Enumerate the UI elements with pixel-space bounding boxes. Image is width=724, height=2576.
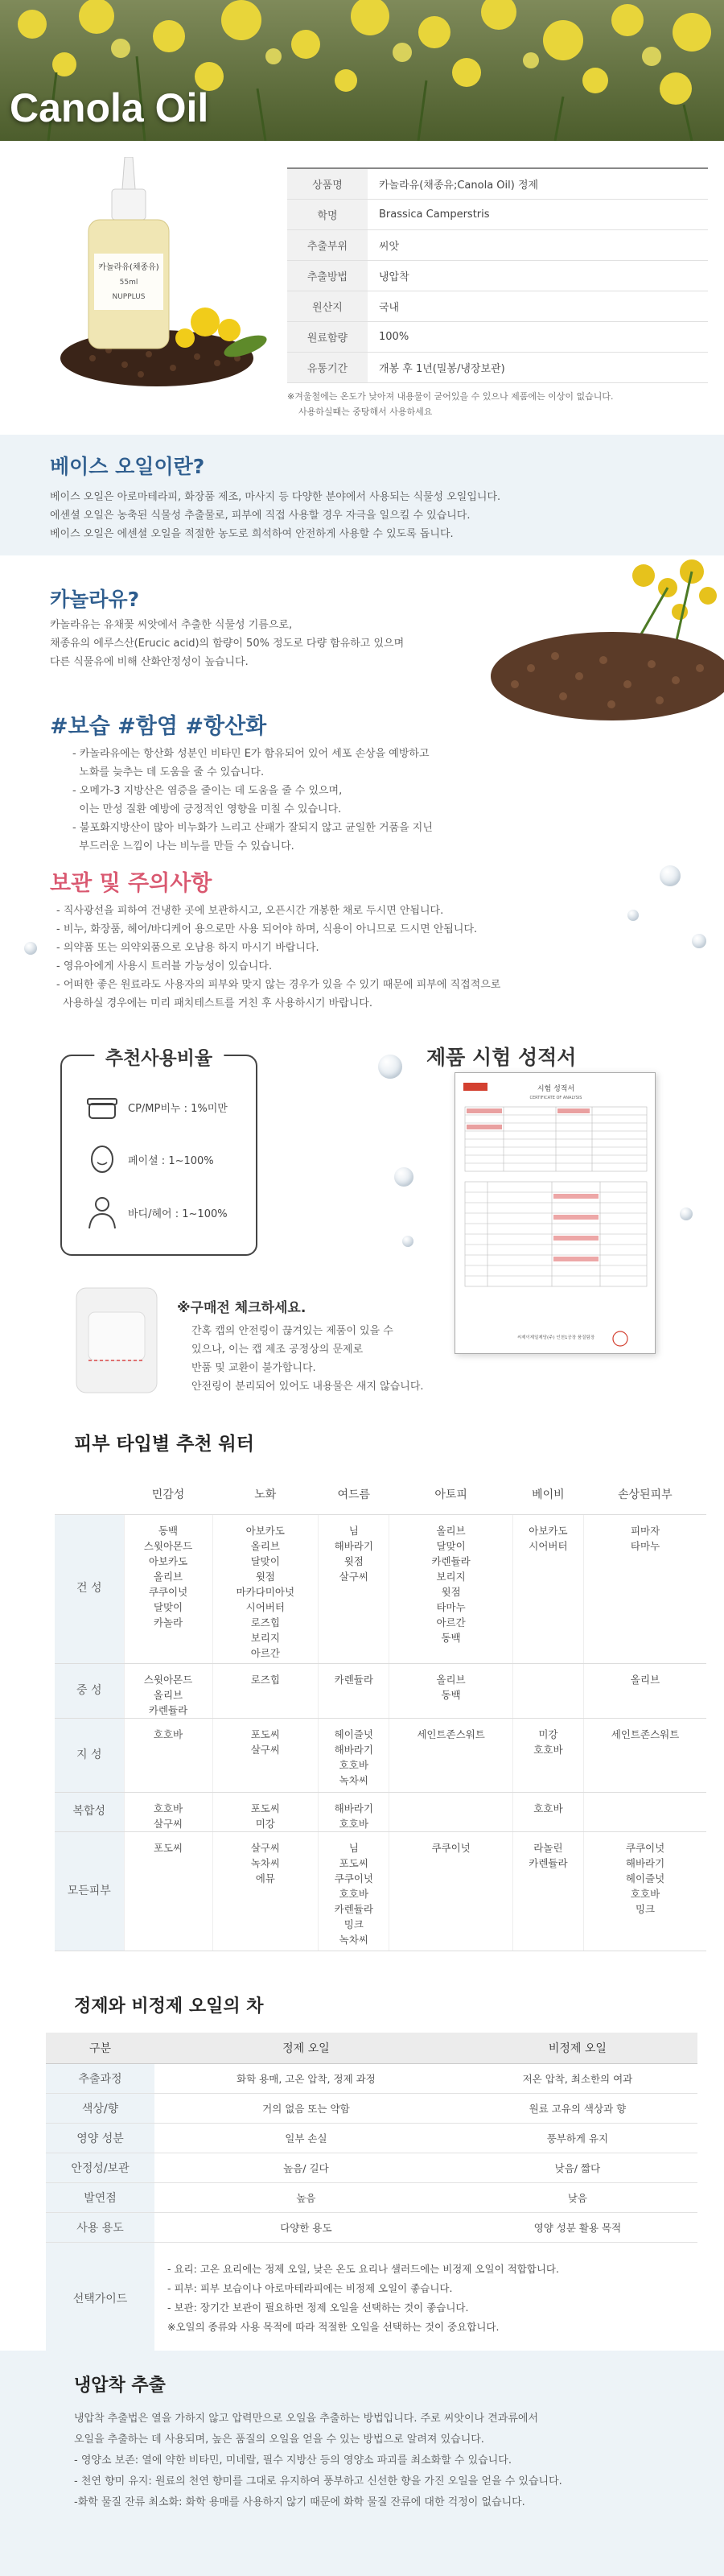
water-cell [319, 1514, 389, 1663]
water-item: 올리브 [436, 1524, 466, 1537]
water-cell [124, 1792, 212, 1831]
decorative-bubble [660, 865, 681, 886]
certificate-image [455, 1073, 656, 1355]
water-cell [124, 1831, 212, 1951]
benefit-line: - 카놀라유에는 항산화 성분인 비타민 E가 함유되어 있어 세포 손상을 예방하고 [72, 748, 430, 760]
spec-row [287, 321, 708, 352]
water-item: 보리지 [436, 1570, 466, 1583]
guide-line: - 피부: 피부 보습이나 아로마테라피에는 비정제 오일이 좋습니다. [167, 2282, 453, 2294]
water-item: 로즈힙 [250, 1673, 280, 1686]
hero-banner [0, 0, 724, 141]
bottle-label-brand: NUPPLUS [112, 293, 146, 301]
water-item: 윗점 [343, 1554, 364, 1567]
compare-label: 영양 성분 [46, 2123, 154, 2153]
water-item: 해바라기 [334, 1802, 373, 1814]
water-item: 타마누 [630, 1539, 660, 1552]
spec-label: 상품명 [287, 168, 368, 199]
water-item: 에뮤 [255, 1872, 275, 1885]
water-cell [512, 1514, 583, 1663]
decorative-bubble [692, 934, 706, 948]
water-item: 쿠쿠이넛 [148, 1585, 188, 1598]
purchase-check-title: ※구매전 체크하세요. [177, 1300, 306, 1316]
spec-value: 카놀라유(채종유;Canola Oil) 정제 [368, 168, 708, 199]
spec-label: 학명 [287, 199, 368, 229]
water-cell [124, 1718, 212, 1792]
water-item: 달맞이 [436, 1539, 466, 1552]
cold-press-line: 냉압착 추출법은 열을 가하지 않고 압력만으로 오일을 추출하는 방법입니다. 주로 씨앗이나 견과류에서 [74, 2413, 539, 2425]
water-cell [212, 1663, 319, 1718]
base-oil-section [0, 435, 724, 555]
water-item: 살구씨 [153, 1817, 183, 1830]
spec-note: ※겨울철에는 온도가 낮아져 내용물이 굳어있을 수 있으나 제품에는 이상이 없습니다. 사용하실때는 중탕해서 사용하세요 [287, 391, 614, 417]
spec-row [287, 291, 708, 321]
water-cell [512, 1792, 583, 1831]
compare-table [46, 2033, 697, 2355]
water-item: 피마자 [630, 1524, 660, 1537]
storage-line: - 의약품 또는 의약외품으로 오남용 하지 마시기 바랍니다. [56, 942, 319, 954]
water-item: 호호바 [153, 1728, 183, 1740]
compare-label: 발연점 [46, 2182, 154, 2212]
guide-line: ※오일의 종류와 사용 목적에 따라 적절한 오일을 선택하는 것이 중요합니다. [167, 2321, 500, 2333]
water-cell [319, 1831, 389, 1951]
water-cell [319, 1663, 389, 1718]
water-item: 카렌듈라 [529, 1856, 568, 1869]
usage-ratio-row: CP/MP비누 : 1%미만 [84, 1092, 228, 1121]
water-item: 녹차씨 [250, 1856, 280, 1869]
body-icon [84, 1195, 120, 1230]
compare-unrefined: 저온 압착, 최소한의 여과 [458, 2063, 697, 2093]
bottle-label-volume: 55ml [119, 279, 138, 287]
spec-value: 씨앗 [368, 229, 708, 260]
storage-line: - 직사광선을 피하여 건냉한 곳에 보관하시고, 오픈시간 개봉한 채로 두시면 안됩니다. [56, 905, 444, 917]
water-row [55, 1663, 706, 1718]
water-item: 시어버터 [245, 1600, 285, 1613]
cert-doc-footer: 씨제이제일제당(주) 인천1공장 품질팀장 [516, 1335, 595, 1340]
water-column-header: 손상된피부 [584, 1474, 706, 1514]
decorative-bubble [627, 910, 639, 921]
water-cell [212, 1718, 319, 1792]
cold-press-section [0, 2351, 724, 2576]
canola-section [0, 555, 724, 1010]
decorative-bubble [378, 1055, 402, 1079]
usage-ratio-row: 페이셜 : 1~100% [84, 1143, 214, 1175]
water-item: 포도씨 [250, 1802, 280, 1814]
water-column-header: 노화 [212, 1474, 319, 1514]
usage-ratio-box [60, 1048, 257, 1256]
water-item: 스윗아몬드 [143, 1673, 193, 1686]
face-icon [84, 1143, 120, 1175]
compare-refined: 높음 [154, 2182, 458, 2212]
water-cell [389, 1663, 512, 1718]
water-item: 해바라기 [334, 1743, 373, 1756]
compare-unrefined: 영양 성분 활용 목적 [458, 2212, 697, 2242]
water-column-header: 여드름 [319, 1474, 389, 1514]
compare-unrefined: 원료 고유의 색상과 향 [458, 2093, 697, 2123]
water-item: 동백 [158, 1524, 179, 1537]
water-item: 님 [348, 1841, 359, 1854]
spec-table [287, 167, 708, 383]
water-item: 윗점 [255, 1570, 275, 1583]
compare-row [46, 2123, 697, 2153]
water-item: 미강 [255, 1817, 275, 1830]
water-item: 스윗아몬드 [143, 1539, 193, 1552]
water-cell [124, 1514, 212, 1663]
water-item: 동백 [441, 1631, 461, 1644]
water-item: 보리지 [250, 1631, 280, 1644]
water-item: 살구씨 [339, 1570, 368, 1583]
water-item: 호호바 [533, 1743, 563, 1756]
product-info-section [0, 141, 724, 479]
spec-value: 국내 [368, 291, 708, 321]
water-item: 올리브 [436, 1673, 466, 1686]
compare-header: 구분 [46, 2033, 154, 2063]
water-item: 호호바 [630, 1887, 660, 1900]
water-item: 달맞이 [153, 1600, 183, 1613]
spec-label: 추출부위 [287, 229, 368, 260]
canola-text [50, 616, 500, 671]
skin-type-label: 복합성 [55, 1792, 124, 1831]
cold-press-line: -화학 물질 잔류 최소화: 화학 용매를 사용하지 않기 때문에 화학 물질 잔류에 대한 걱정이 없습니다. [74, 2496, 525, 2508]
spec-row [287, 199, 708, 229]
benefit-line: - 오메가-3 지방산은 염증을 줄이는 데 도움을 줄 수 있으며, [72, 785, 343, 797]
water-item: 올리브 [153, 1688, 183, 1701]
certificate-document [455, 1072, 656, 1354]
spec-row [287, 352, 708, 382]
compare-unrefined: 낮음/ 짧다 [458, 2153, 697, 2182]
water-item: 올리브 [630, 1673, 660, 1686]
storage-line: - 영유아에게 사용시 트러블 가능성이 있습니다. [56, 960, 273, 972]
base-oil-title: 베이스 오일이란? [50, 455, 205, 478]
skin-type-label: 중 성 [55, 1663, 124, 1718]
water-item: 세인트존스워트 [417, 1728, 485, 1740]
compare-refined: 화학 용매, 고온 압착, 정제 과정 [154, 2063, 458, 2093]
compare-refined: 거의 없음 또는 약함 [154, 2093, 458, 2123]
water-item: 시어버터 [529, 1539, 568, 1552]
water-cell [212, 1831, 319, 1951]
compare-unrefined: 낮음 [458, 2182, 697, 2212]
compare-guide-row [46, 2242, 697, 2355]
water-item: 쿠쿠이넛 [625, 1841, 665, 1854]
compare-row [46, 2212, 697, 2242]
decorative-bubble [24, 942, 37, 955]
compare-label: 색상/향 [46, 2093, 154, 2123]
compare-guide-label: 선택가이드 [46, 2242, 154, 2355]
water-item: 미강 [538, 1728, 558, 1740]
check-line: 안전링이 분리되어 있어도 내용물은 새지 않습니다. [191, 1381, 424, 1393]
benefits-text [72, 745, 523, 856]
skin-type-label: 건 성 [55, 1514, 124, 1663]
water-item: 아르간 [436, 1616, 466, 1629]
water-cell [512, 1663, 583, 1718]
benefits-title: #보습 #함염 #항산화 [50, 714, 267, 739]
water-item: 올리브 [250, 1539, 280, 1552]
water-item: 호호바 [339, 1758, 368, 1771]
water-item: 카렌듈라 [431, 1554, 471, 1567]
storage-line: - 어떠한 좋은 원료라도 사용자의 피부와 맞지 않는 경우가 있을 수 있기 때문에 피부에 직접적으로 [56, 979, 501, 991]
water-item: 윗점 [441, 1585, 461, 1598]
compare-header: 정제 오일 [154, 2033, 458, 2063]
usage-cert-section [0, 1038, 724, 1417]
cold-press-text [74, 2409, 701, 2513]
water-item: 카렌듈라 [334, 1673, 373, 1686]
cold-press-line: 오일을 추출하는 데 사용되며, 높은 품질의 오일을 얻을 수 있는 방법으로 알려져 있습니다. [74, 2434, 484, 2446]
water-cell [584, 1718, 706, 1792]
compare-label: 안정성/보관 [46, 2153, 154, 2182]
check-line: 간혹 캡의 안전링이 끊겨있는 제품이 있을 수 [191, 1325, 393, 1337]
water-item: 포도씨 [339, 1856, 368, 1869]
benefit-line: - 불포화지방산이 많아 비누화가 느리고 산패가 잘되지 않고 균일한 거품을 지닌 [72, 822, 433, 834]
water-cell [584, 1831, 706, 1951]
water-item: 호호바 [153, 1802, 183, 1814]
hero-title: Canola Oil [10, 85, 209, 130]
water-row [55, 1831, 706, 1951]
product-bottle-image [44, 157, 278, 398]
cold-press-line: - 영양소 보존: 열에 약한 비타민, 미네랄, 필수 지방산 등의 영양소 파괴를 최소화할 수 있습니다. [74, 2454, 512, 2467]
compare-refined: 높음/ 길다 [154, 2153, 458, 2182]
benefit-line: 노화를 늦추는 데 도움을 줄 수 있습니다. [72, 766, 265, 778]
purchase-check-text [191, 1322, 449, 1396]
decorative-bubble [402, 1236, 413, 1247]
water-item: 카놀라 [153, 1616, 183, 1629]
usage-ratio-row: 바디/헤어 : 1~100% [84, 1195, 228, 1230]
spec-row [287, 168, 708, 199]
compare-refined: 일부 손실 [154, 2123, 458, 2153]
compare-row [46, 2153, 697, 2182]
canola-line: 채종유의 에루스산(Erucic acid)의 함량이 50% 정도로 다량 함유하고 있으며 [50, 638, 405, 650]
compare-title: 정제와 비정제 오일의 차 [74, 1996, 264, 2017]
water-item: 마카다미아넛 [236, 1585, 295, 1598]
water-item: 달맞이 [250, 1554, 280, 1567]
water-cell [389, 1718, 512, 1792]
storage-line: 사용하실 경우에는 미리 패치테스트를 거친 후 사용하시기 바랍니다. [56, 997, 372, 1009]
base-oil-line: 베이스 오일은 아로마테라피, 화장품 제조, 마사지 등 다양한 분야에서 사용되는 식물성 오일입니다. [50, 491, 501, 503]
benefit-line: 이는 만성 질환 예방에 긍정적인 영향을 미칠 수 있습니다. [72, 803, 342, 815]
compare-label: 추출과정 [46, 2063, 154, 2093]
water-table-title: 피부 타입별 추천 워터 [74, 1434, 254, 1455]
usage-ratio-title: 추천사용비율 [94, 1043, 224, 1070]
water-item: 카렌듈라 [334, 1902, 373, 1915]
spec-value: 100% [368, 321, 708, 352]
water-item: 헤이즐넛 [334, 1728, 373, 1740]
water-cell [319, 1792, 389, 1831]
water-item: 녹차씨 [339, 1933, 368, 1946]
storage-text [56, 902, 692, 1013]
water-item: 쿠쿠이넛 [334, 1872, 373, 1885]
water-item: 올리브 [153, 1570, 183, 1583]
compare-row [46, 2063, 697, 2093]
water-column-header: 아토피 [389, 1474, 512, 1514]
water-item: 동백 [441, 1688, 461, 1701]
water-item: 아르간 [250, 1646, 280, 1659]
water-cell [212, 1514, 319, 1663]
water-item: 님 [348, 1524, 359, 1537]
compare-unrefined: 풍부하게 유지 [458, 2123, 697, 2153]
water-item: 살구씨 [250, 1841, 280, 1854]
water-item: 아보카도 [529, 1524, 568, 1537]
cold-press-title: 냉압착 추출 [74, 2376, 166, 2396]
water-item: 아보카도 [148, 1554, 188, 1567]
water-cell [584, 1792, 706, 1831]
water-row [55, 1718, 706, 1792]
water-cell [124, 1663, 212, 1718]
guide-line: - 보관: 장기간 보관이 필요하면 정제 오일을 선택하는 것이 좋습니다. [167, 2301, 469, 2314]
spec-value: 개봉 후 1년(밀봉/냉장보관) [368, 352, 708, 382]
water-item: 호호바 [339, 1887, 368, 1900]
storage-line: - 비누, 화장품, 헤어/바디케어 용으로만 사용 되어야 하며, 식용이 아니므로 드시면 안됩니다. [56, 923, 478, 935]
water-item: 해바라기 [334, 1539, 373, 1552]
water-cell [319, 1718, 389, 1792]
skin-type-label: 지 성 [55, 1718, 124, 1792]
spec-label: 원산지 [287, 291, 368, 321]
compare-guide-text [154, 2242, 697, 2355]
compare-label: 사용 용도 [46, 2212, 154, 2242]
base-oil-text [50, 488, 677, 543]
check-line: 반품 및 교환이 불가합니다. [191, 1362, 316, 1374]
water-cell [212, 1792, 319, 1831]
water-item: 카렌듈라 [148, 1703, 188, 1716]
certificate-title: 제품 시험 성적서 [426, 1046, 577, 1069]
canola-title: 카놀라유? [50, 588, 140, 611]
water-item: 살구씨 [250, 1743, 280, 1756]
water-item: 로즈힙 [250, 1616, 280, 1629]
water-cell [584, 1514, 706, 1663]
water-column-header: 베이비 [512, 1474, 583, 1514]
spec-value: 냉압착 [368, 260, 708, 291]
benefit-line: 부드러운 느낌이 나는 비누를 만들 수 있습니다. [72, 840, 294, 852]
water-item: 아보카도 [245, 1524, 285, 1537]
skin-type-label: 모든피부 [55, 1831, 124, 1951]
water-item: 밍크 [635, 1902, 656, 1915]
water-cell [512, 1831, 583, 1951]
spec-label: 추출방법 [287, 260, 368, 291]
water-item: 해바라기 [625, 1856, 665, 1869]
base-oil-line: 베이스 오일은 에센셜 오일을 적절한 농도로 희석하여 안전하게 사용할 수 있도록 돕니다. [50, 528, 454, 540]
cold-press-line: - 천연 향미 유지: 원료의 천연 향미를 그대로 유지하여 풍부하고 신선한 향을 가진 오일을 얻을 수 있습니다. [74, 2475, 562, 2487]
water-item: 쿠쿠이넛 [431, 1841, 471, 1854]
water-cell [389, 1792, 512, 1831]
spec-label: 유통기간 [287, 352, 368, 382]
canola-line: 다른 식물유에 비해 산화안정성이 높습니다. [50, 656, 249, 668]
storage-title: 보관 및 주의사항 [50, 871, 212, 896]
decorative-bubble [394, 1167, 413, 1187]
compare-row [46, 2093, 697, 2123]
water-row [55, 1514, 706, 1663]
water-table [55, 1474, 706, 1951]
cream-jar-icon [84, 1092, 120, 1121]
water-cell [389, 1831, 512, 1951]
water-item: 라놀린 [533, 1841, 563, 1854]
spec-label: 원료함량 [287, 321, 368, 352]
water-column-header: 민감성 [124, 1474, 212, 1514]
bottle-cap-image [64, 1280, 169, 1401]
water-item: 포도씨 [153, 1841, 183, 1854]
water-item: 호호바 [533, 1802, 563, 1814]
water-item: 밍크 [343, 1918, 364, 1930]
decorative-bubble [680, 1208, 693, 1220]
cert-doc-subtitle: CERTIFICATE OF ANALYSIS [529, 1096, 582, 1100]
water-item: 헤이즐넛 [625, 1872, 665, 1885]
spec-row [287, 229, 708, 260]
cert-doc-title: 시험 성적서 [537, 1085, 575, 1093]
compare-refined: 다양한 용도 [154, 2212, 458, 2242]
water-item: 포도씨 [250, 1728, 280, 1740]
water-cell [389, 1514, 512, 1663]
water-item: 타마누 [436, 1600, 466, 1613]
water-cell [512, 1718, 583, 1792]
compare-row [46, 2182, 697, 2212]
spec-value: Brassica Camperstris [368, 199, 708, 229]
water-row [55, 1792, 706, 1831]
water-cell [584, 1663, 706, 1718]
base-oil-line: 에센셜 오일은 농축된 식물성 추출물로, 피부에 직접 사용할 경우 자극을 일으킬 수 있습니다. [50, 510, 471, 522]
guide-line: - 요리: 고온 요리에는 정제 오일, 낮은 온도 요리나 샐러드에는 비정제 오일이 적합합니다. [167, 2263, 559, 2275]
canola-line: 카놀라유는 유채꽃 씨앗에서 추출한 식물성 기름으로, [50, 619, 293, 631]
check-line: 있으나, 이는 캡 제조 공정상의 문제로 [191, 1344, 364, 1356]
water-item: 녹차씨 [339, 1773, 368, 1786]
spec-row [287, 260, 708, 291]
bottle-label-name: 카놀라유(채종유) [98, 263, 159, 272]
compare-header: 비정제 오일 [458, 2033, 697, 2063]
water-item: 세인트존스워트 [611, 1728, 680, 1740]
water-item: 호호바 [339, 1817, 368, 1830]
